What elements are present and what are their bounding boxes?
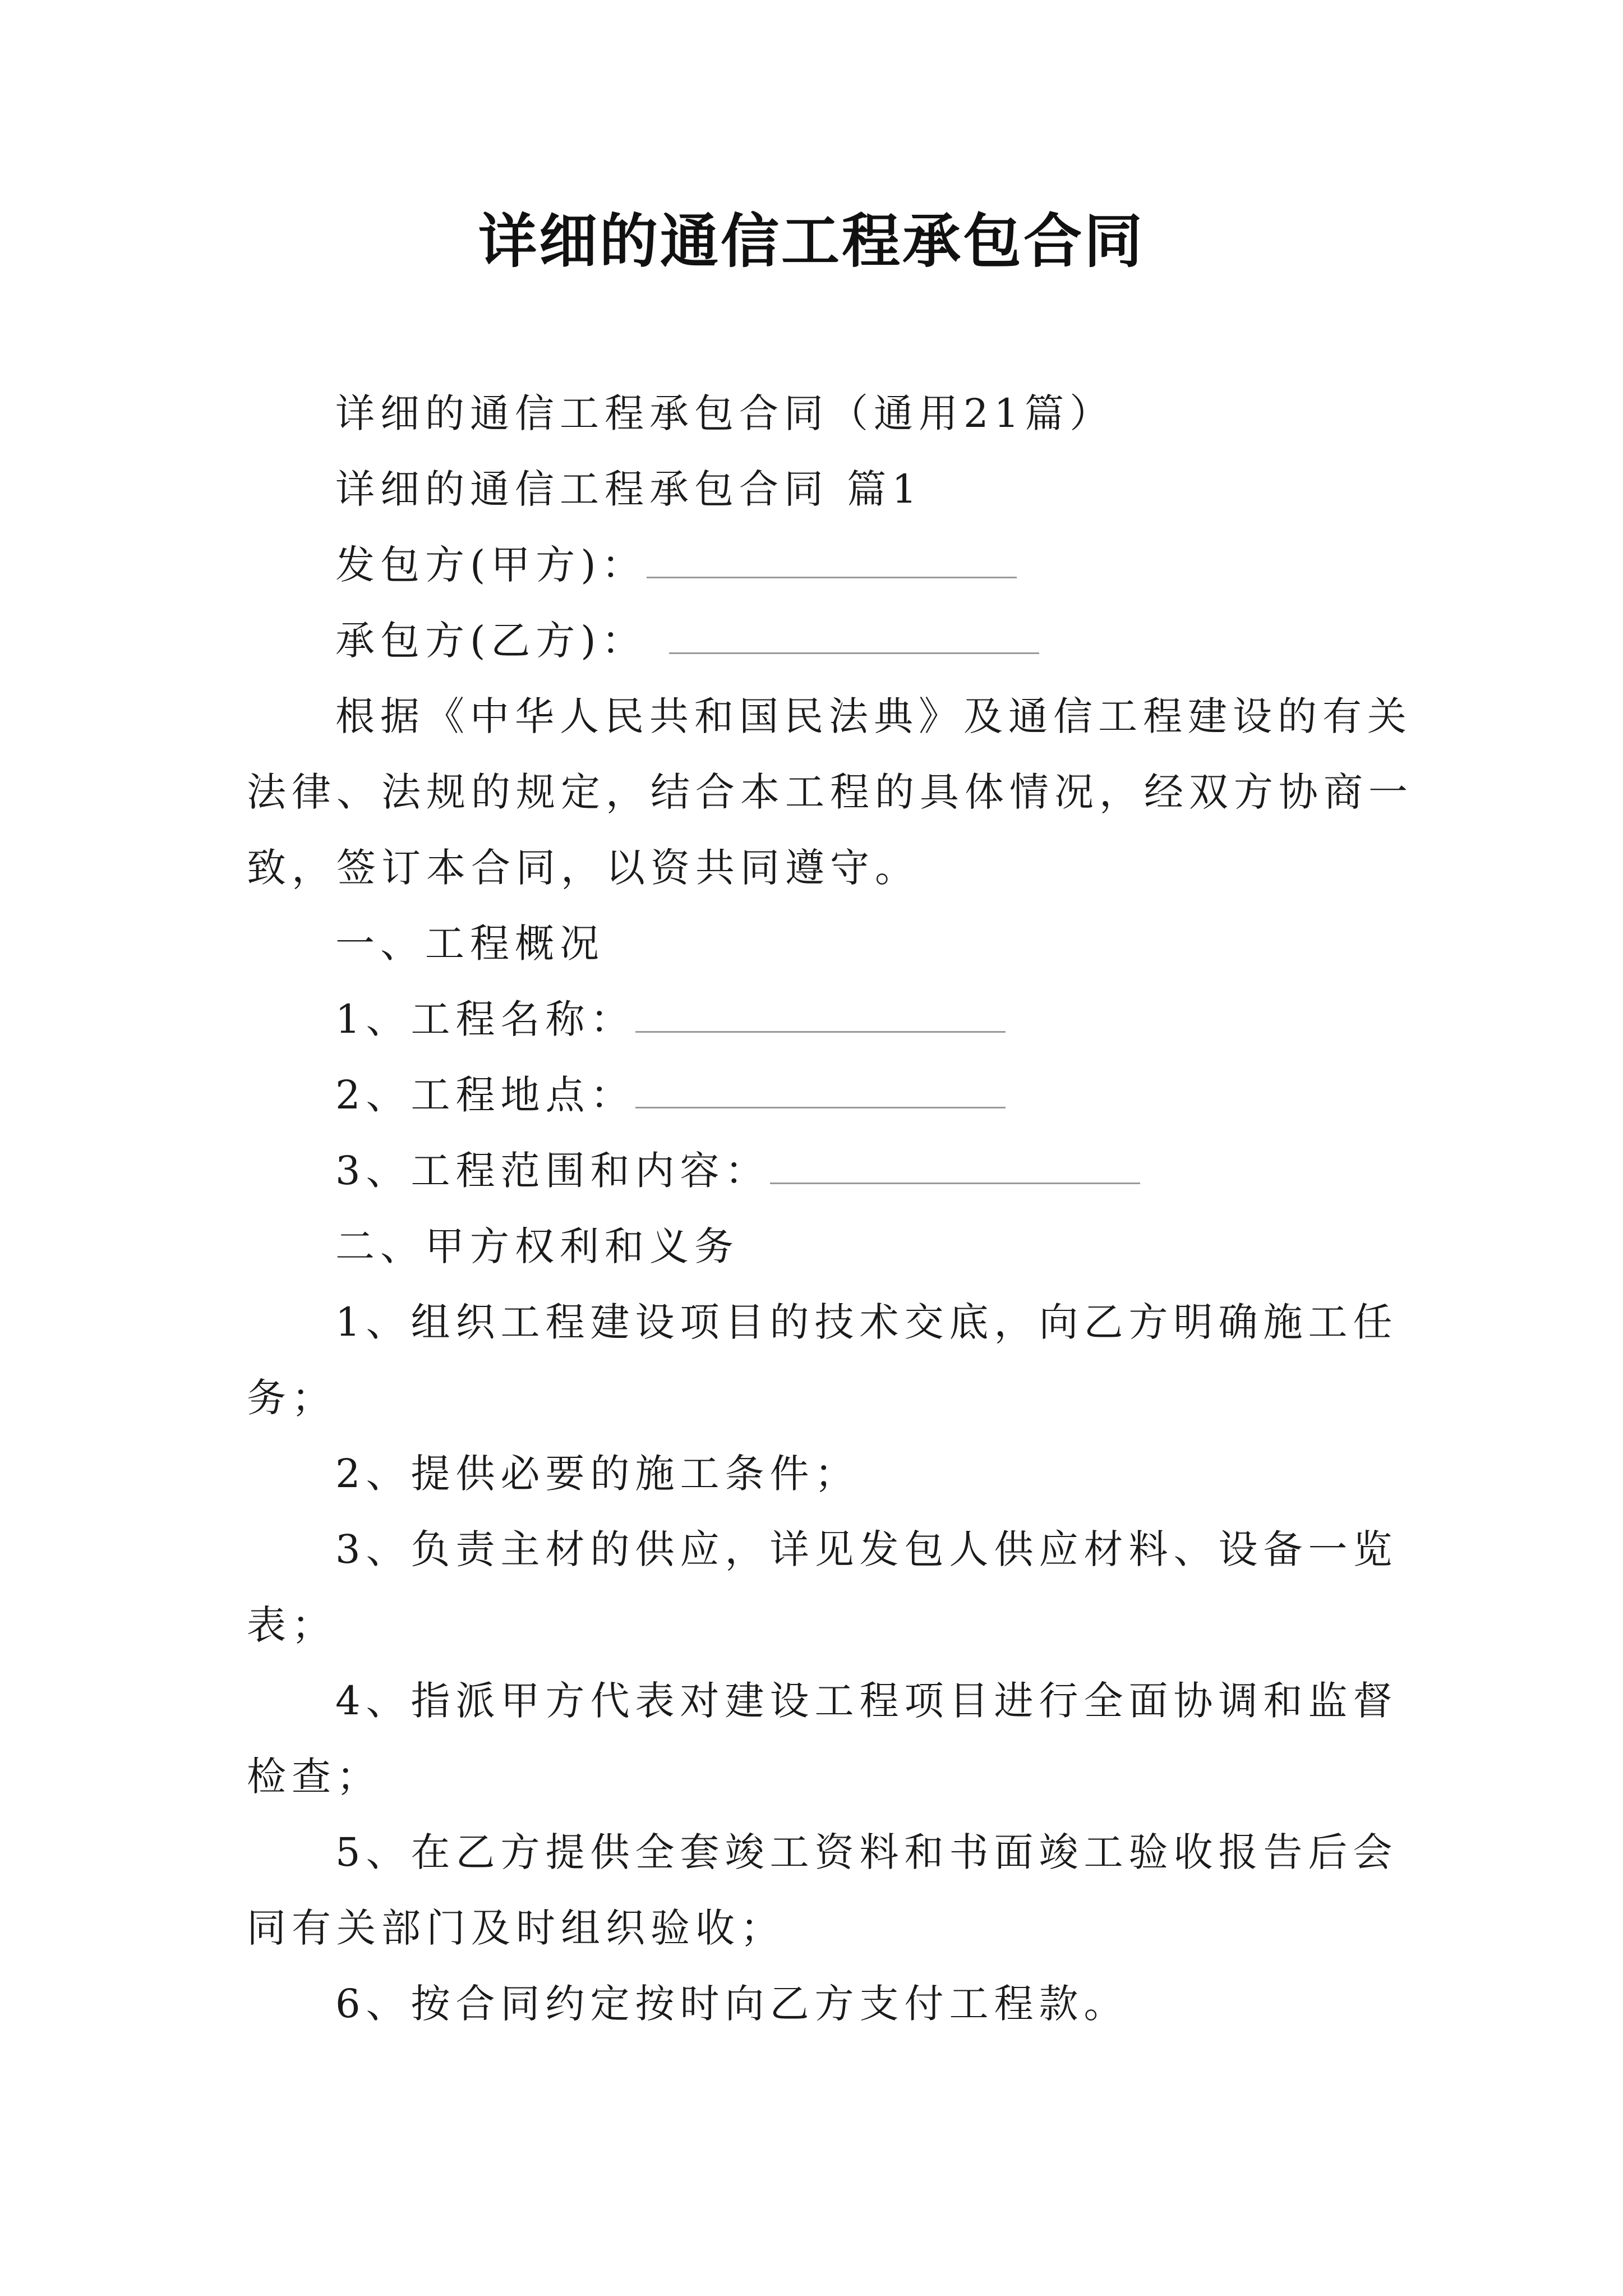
project-scope-blank <box>770 1149 1140 1184</box>
paragraph-line: 6、按合同约定按时向乙方支付工程款。 <box>335 1981 1129 2027</box>
project-scope-line: 3、工程范围和内容： <box>335 1145 1140 1196</box>
subtitle-line: 详细的通信工程承包合同（通用21篇） <box>335 390 1115 436</box>
paragraph-line: 表； <box>247 1602 336 1648</box>
paragraph-line: 务； <box>247 1375 336 1421</box>
party-a-blank <box>647 543 1017 578</box>
paragraph-line: 检查； <box>247 1754 381 1800</box>
project-location-line: 2、工程地点： <box>335 1070 1006 1120</box>
paragraph-line: 同有关部门及时组织验收； <box>247 1905 785 1951</box>
paragraph-line: 5、在乙方提供全套竣工资料和书面竣工验收报告后会 <box>335 1829 1398 1875</box>
paragraph-line: 2、提供必要的施工条件； <box>335 1451 860 1497</box>
party-b-line: 承包方(乙方)： <box>335 615 1039 666</box>
paragraph-line: 3、负责主材的供应，详见发包人供应材料、设备一览 <box>335 1526 1398 1572</box>
project-location-blank <box>635 1073 1006 1108</box>
document-title: 详细的通信工程承包合同 <box>478 206 1145 275</box>
section-heading: 一、工程概况 <box>335 921 605 967</box>
section-heading: 二、甲方权利和义务 <box>335 1223 739 1269</box>
paragraph-line: 法律、法规的规定，结合本工程的具体情况，经双方协商一 <box>247 769 1413 815</box>
project-name-line: 1、工程名称： <box>335 994 1006 1045</box>
party-b-blank <box>669 619 1039 654</box>
paragraph-line: 根据《中华人民共和国民法典》及通信工程建设的有关 <box>335 693 1412 739</box>
section-heading: 详细的通信工程承包合同 篇1 <box>335 466 923 512</box>
paragraph-line: 致，签订本合同，以资共同遵守。 <box>247 845 920 891</box>
project-name-blank <box>635 997 1006 1033</box>
party-a-line: 发包方(甲方)： <box>335 540 1017 590</box>
paragraph-line: 4、指派甲方代表对建设工程项目进行全面协调和监督 <box>335 1678 1398 1724</box>
paragraph-line: 1、组织工程建设项目的技术交底，向乙方明确施工任 <box>335 1299 1398 1345</box>
